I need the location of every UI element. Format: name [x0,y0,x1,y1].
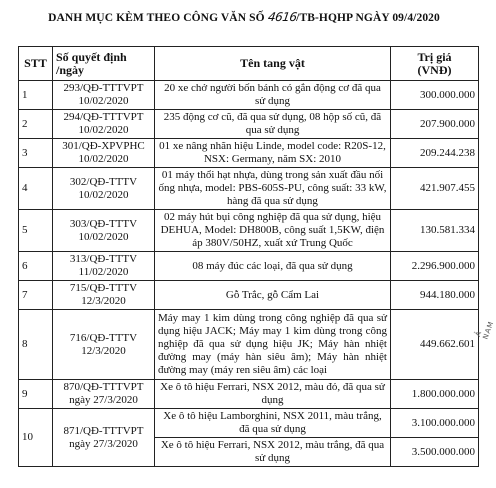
row-decision: 871/QĐ-TTTVPT ngày 27/3/2020 [53,409,155,467]
row-decision: 870/QĐ-TTTVPT ngày 27/3/2020 [53,380,155,409]
table-row [19,380,479,409]
table-row [19,110,479,139]
row-decision: 715/QĐ-TTTV 12/3/2020 [53,281,155,310]
row-stt: 2 [19,110,53,139]
table-header-row [19,47,479,81]
row-decision: 293/QĐ-TTTVPT 10/02/2020 [53,81,155,110]
row-value: 421.907.455 [391,168,479,210]
row-value: 2.296.900.000 [391,252,479,281]
handwritten-document-number: 4616 [266,10,298,24]
row-stt: 3 [19,139,53,168]
row-decision: 294/QĐ-TTTVPT 10/02/2020 [53,110,155,139]
row-item-name: Xe ô tô hiệu Lamborghini, NSX 2011, màu trắng, đã qua sử dụng [155,409,391,438]
row-item-name: 01 xe nâng nhãn hiệu Linde, model code: R20S-12, NSX: Germany, năm SX: 2010 [155,139,391,168]
row-value: 449.662.601 [391,310,479,380]
row-value: 209.244.238 [391,139,479,168]
title-prefix: DANH MỤC KÈM THEO CÔNG VĂN SỐ [48,12,265,24]
item-list-table [18,46,479,467]
header-decision: Số quyết định /ngày [53,47,155,81]
row-stt: 6 [19,252,53,281]
row-value: 300.000.000 [391,81,479,110]
row-decision: 301/QĐ-XPVPHC 10/02/2020 [53,139,155,168]
row-sub-value: 3.500.000.000 [391,438,479,467]
row-item-name: 01 máy thổi hạt nhựa, dùng trong sản xuất đầu nối ống nhựa, model: PBS-605S-PU, công suất: 33 kW, hàng đã qua sử dụng [155,168,391,210]
table-row [19,310,479,380]
row-stt: 8 [19,310,53,380]
table-row [19,210,479,252]
row-value: 207.900.000 [391,110,479,139]
row-value: 130.581.334 [391,210,479,252]
row-item-name: Máy may 1 kim dùng trong công nghiệp đã qua sử dụng hiệu JACK; Máy may 1 kim dùng trong công nghiệp đã qua sử dụng hiệu JK; Máy hàn nhiệt đường may (máy hàn siêu âm); Máy hàn nhiệt đường may (máy ren siêu âm) các loại [155,310,391,380]
row-value: 944.180.000 [391,281,479,310]
table-row [19,81,479,110]
row-stt: 1 [19,81,53,110]
title-suffix: /TB-HQHP NGÀY 09/4/2020 [296,12,440,24]
table-row [19,252,479,281]
header-stt: STT [19,47,53,81]
row-sub-item-name: Xe ô tô hiệu Ferrari, NSX 2012, màu trắng, đã qua sử dụng [155,438,391,467]
header-value: Trị giá (VNĐ) [391,47,479,81]
row-stt: 7 [19,281,53,310]
row-item-name: 02 máy hút bụi công nghiệp đã qua sử dụng, hiệu DEHUA, Model: DH800B, công suất 1,5KW, điện áp 380V/50HZ, xuất xứ Trung Quốc [155,210,391,252]
row-stt: 5 [19,210,53,252]
row-stt: 4 [19,168,53,210]
row-item-name: Xe ô tô hiệu Ferrari, NSX 2012, màu đỏ, đã qua sử dụng [155,380,391,409]
row-stt: 9 [19,380,53,409]
row-value: 1.800.000.000 [391,380,479,409]
row-value: 3.100.000.000 [391,409,479,438]
page-title [0,10,488,24]
row-item-name: 20 xe chở người bốn bánh có gắn động cơ đã qua sử dụng [155,81,391,110]
row-decision: 716/QĐ-TTTV 12/3/2020 [53,310,155,380]
stamp-fragment: Ả NAM [474,319,496,341]
row-decision: 302/QĐ-TTTV 10/02/2020 [53,168,155,210]
table-row [19,168,479,210]
row-item-name: 235 động cơ cũ, đã qua sử dụng, 08 hộp số cũ, đã qua sử dụng [155,110,391,139]
row-decision: 303/QĐ-TTTV 10/02/2020 [53,210,155,252]
row-stt: 10 [19,409,53,467]
table-row [19,409,479,438]
row-item-name: Gỗ Trắc, gỗ Cẩm Lai [155,281,391,310]
table-body [19,81,479,467]
row-item-name: 08 máy đúc các loại, đã qua sử dụng [155,252,391,281]
row-decision: 313/QĐ-TTTV 11/02/2020 [53,252,155,281]
table-row [19,281,479,310]
table-row [19,139,479,168]
header-item-name: Tên tang vật [155,47,391,81]
